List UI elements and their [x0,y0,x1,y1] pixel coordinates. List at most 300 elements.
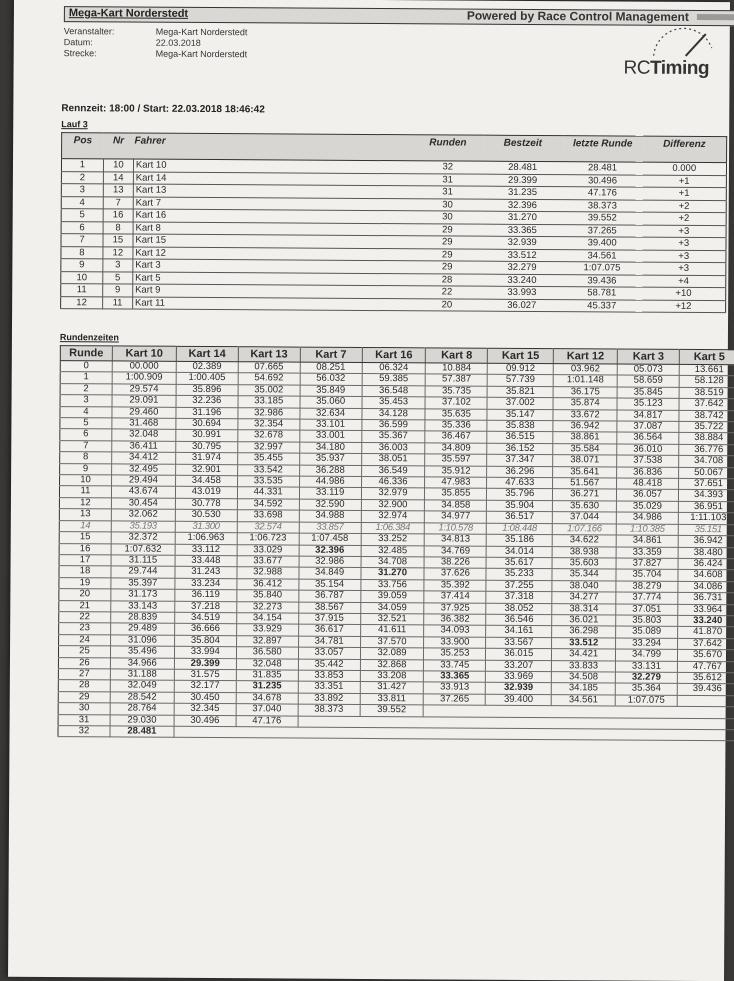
lap-time-cell: 33.448 [175,555,237,567]
lap-time-cell: 32.354 [238,419,300,431]
lap-time-cell: 31.468 [112,418,176,430]
lap-time-cell: 35.704 [616,569,678,581]
results-cell: Kart 9 [133,284,412,298]
lap-time-cell: 02.389 [176,361,238,373]
results-cell: Kart 15 [133,234,412,248]
lap-time-cell: 36.119 [175,589,237,601]
lap-time-cell: 28.839 [111,612,175,624]
lap-time-cell: 38.314 [552,603,616,615]
lap-time-cell: 29.494 [111,475,175,487]
lap-time-cell: 35.392 [424,580,486,592]
lap-time-cell [485,728,551,740]
lap-number-cell: 17 [59,555,111,567]
results-cell: 32 [413,161,483,174]
lap-number-cell: 2 [60,383,112,395]
lap-time-cell: 07.665 [238,362,300,374]
results-col-header: Fahrer [133,133,413,161]
lap-time-cell: 36.412 [237,578,299,590]
lap-time-cell: 31.270 [361,568,425,580]
lap-time-cell: 36.515 [487,432,553,444]
lap-number-cell: 22 [59,612,111,624]
lap-time-cell: 34.849 [299,567,361,579]
lap-time-cell: 30.496 [174,715,236,727]
lap-time-cell: 32.048 [112,429,176,441]
lap-time-cell: 59.385 [362,374,426,386]
lap-time-cell: 32.979 [361,488,425,500]
lap-number-cell: 10 [60,475,112,487]
lap-number-cell: 28 [58,680,110,692]
lap-number-cell: 21 [59,600,111,612]
results-cell: +3 [642,250,726,263]
lap-time-cell: 50.067 [679,467,734,479]
lap-time-cell: 32.986 [299,556,361,568]
lap-time-cell: 31.427 [360,682,424,694]
lap-time-cell: 36.298 [552,626,616,638]
results-cell: 8 [61,246,103,259]
lap-time-cell: 35.722 [679,421,734,433]
results-cell: 29.399 [483,174,563,187]
lap-time-cell: 1:06.963 [175,532,237,544]
lap-time-cell: 35.397 [111,578,175,590]
lap-time-cell: 31.196 [176,407,238,419]
lap-time-cell: 32.868 [360,659,424,671]
lap-time-cell: 32.897 [236,635,298,647]
results-cell: 5 [61,209,103,222]
lap-time-cell: 34.781 [298,636,360,648]
lap-time-cell: 35.838 [487,420,553,432]
lap-time-cell: 38.051 [361,454,425,466]
lap-time-cell: 35.796 [487,489,553,501]
lap-time-cell [360,727,424,739]
lap-time-cell: 33.512 [552,637,616,649]
results-cell: 29 [412,236,482,249]
lap-time-cell: 37.414 [424,591,486,603]
lap-time-cell: 08.251 [300,362,362,374]
lap-time-cell: 32.986 [238,407,300,419]
lap-time-cell: 36.271 [553,489,617,501]
lap-time-cell: 54.692 [238,373,300,385]
lap-time-cell: 35.147 [487,409,553,421]
lap-time-cell: 34.799 [616,649,678,661]
lap-time-cell: 47.633 [487,477,553,489]
lap-time-cell: 32.273 [236,601,298,613]
lap-time-cell: 34.154 [236,613,298,625]
lap-time-cell: 36.731 [678,593,734,605]
results-cell: Kart 8 [133,222,412,236]
gauge-icon [624,26,724,61]
lap-time-cell: 34.986 [616,512,678,524]
lap-time-cell: 34.622 [552,535,616,547]
lap-time-cell: 33.929 [236,624,298,636]
lap-time-cell: 34.977 [425,511,487,523]
lap-time-cell: 36.296 [487,466,553,478]
lap-time-cell: 34.508 [552,672,616,684]
lap-col-header: Kart 10 [112,346,176,361]
lap-time-cell: 1:01.148 [553,375,617,387]
lap-time-cell: 33.964 [678,604,734,616]
lap-time-cell: 35.584 [553,443,617,455]
lap-time-cell [236,727,298,739]
results-cell: 47.176 [562,187,642,200]
lap-time-cell: 28.764 [110,703,174,715]
lap-time-cell: 36.003 [361,442,425,454]
lap-time-cell: 34.708 [679,456,734,468]
results-cell: Kart 12 [133,247,412,261]
lap-time-cell: 33.208 [360,670,424,682]
results-cell: Kart 7 [133,197,412,211]
lap-time-cell: 38.373 [298,704,360,716]
lap-time-cell: 39.552 [360,705,424,717]
lap-time-cell: 36.288 [299,465,361,477]
results-cell: 0.000 [642,162,726,175]
lap-number-cell: 18 [59,566,111,578]
lap-time-cell: 33.351 [298,681,360,693]
lap-col-header: Kart 5 [679,349,734,364]
lap-number-cell: 14 [59,520,111,532]
results-cell: +1 [642,187,726,200]
lap-time-cell: 35.904 [487,500,553,512]
meta-value-organizer: Mega-Kart Norderstedt [155,26,248,38]
lap-time-cell: 47.983 [425,477,487,489]
lap-time-cell: 1:00.909 [112,372,176,384]
lap-time-cell: 33.234 [175,578,237,590]
lap-time-cell: 51.567 [553,478,617,490]
lap-number-cell: 5 [60,418,112,430]
lap-time-cell [615,706,677,718]
results-cell: 31 [413,173,483,186]
lap-time-cell: 00.000 [112,361,176,373]
lap-time-cell: 33.698 [237,510,299,522]
lap-time-cell: 33.969 [486,671,552,683]
lap-time-cell: 36.015 [486,648,552,660]
results-cell: 5 [103,271,133,284]
lap-number-cell: 4 [60,406,112,418]
lap-time-cell: 1:07.075 [615,695,677,707]
results-col-header: Bestzeit [483,135,563,161]
lap-time-cell: 34.988 [299,510,361,522]
lap-time-cell: 33.143 [111,600,175,612]
lap-time-cell: 44.986 [299,476,361,488]
lap-time-cell: 58.128 [679,376,734,388]
lap-time-cell: 32.049 [110,680,174,692]
lap-time-cell: 37.040 [236,704,298,716]
lap-time-cell: 31.115 [111,555,175,567]
lap-time-cell: 29.399 [174,658,236,670]
results-cell: Kart 10 [133,159,412,173]
lap-time-cell: 36.517 [487,511,553,523]
lap-time-cell: 35.233 [486,569,552,581]
results-cell: 45.337 [562,299,642,312]
lap-time-cell: 37.626 [424,568,486,580]
lap-time-cell: 34.412 [112,452,176,464]
lap-time-cell [485,705,551,717]
lap-time-cell: 29.489 [111,623,175,635]
lap-time-cell: 29.030 [110,715,174,727]
lap-number-cell: 26 [58,657,110,669]
lap-time-cell: 33.101 [300,419,362,431]
lap-time-cell: 35.123 [617,398,679,410]
lap-time-cell: 33.131 [615,661,677,673]
lap-time-cell: 32.900 [361,499,425,511]
lap-time-cell: 32.495 [112,464,176,476]
results-cell: 3 [103,259,133,272]
lap-time-cell: 39.400 [486,694,552,706]
lap-number-cell: 27 [58,669,110,681]
results-cell: 32.279 [482,261,562,274]
lap-time-cell: 35.617 [486,557,552,569]
lap-time-cell: 31.575 [174,669,236,681]
lap-time-cell: 30.991 [176,430,238,442]
lap-time-cell: 33.994 [174,646,236,658]
lap-time-cell: 47.767 [677,661,734,673]
lap-time-cell: 32.521 [360,613,424,625]
results-cell: 31 [413,186,483,199]
results-cell: 58.781 [562,287,642,300]
lap-time-cell [677,707,734,719]
lap-col-header: Kart 13 [238,347,300,362]
small-print-tag [697,14,734,20]
event-meta [64,26,248,60]
lap-number-cell: 31 [58,714,110,726]
results-cell: 32.396 [482,199,562,212]
lap-time-cell: 34.128 [361,408,425,420]
lap-time-cell: 30.450 [174,692,236,704]
lap-time-cell: 31.300 [175,521,237,533]
meta-label-date: Datum: [63,37,93,48]
lap-time-cell: 32.678 [238,430,300,442]
lap-time-cell: 35.336 [425,420,487,432]
results-cell: +3 [642,262,726,275]
lap-time-cell: 36.546 [486,614,552,626]
lap-time-cell: 39.436 [677,684,734,696]
lap-time-cell: 35.154 [299,579,361,591]
lap-time-cell: 38.052 [486,603,552,615]
lap-time-cell: 35.186 [486,534,552,546]
lap-time-cell: 34.561 [551,694,615,706]
results-cell: +2 [642,212,726,225]
lap-time-cell: 36.021 [552,615,616,627]
lap-time-cell: 1:10.578 [425,523,487,535]
lap-time-cell: 35.597 [425,454,487,466]
lap-time-cell: 32.062 [111,509,175,521]
header-bar [64,6,734,26]
lap-time-cell: 06.324 [362,362,426,374]
lap-time-cell: 29.460 [112,407,176,419]
lap-time-cell: 35.089 [616,626,678,638]
results-cell: 28.481 [483,161,563,174]
lap-col-header: Kart 8 [426,348,488,363]
lap-time-cell: 56.032 [300,373,362,385]
lap-time-cell: 36.057 [617,489,679,501]
lap-number-cell: 8 [60,452,112,464]
lap-time-cell: 34.421 [552,649,616,661]
lap-time-cell: 37.002 [487,397,553,409]
lap-time-cell: 34.678 [236,692,298,704]
lap-time-cell: 44.331 [237,487,299,499]
lap-time-cell: 35.002 [238,385,300,397]
lap-time-cell: 33.677 [237,556,299,568]
results-cell: 3 [61,184,103,197]
lap-time-cell: 03.962 [553,364,617,376]
lap-time-cell: 33.001 [299,431,361,443]
results-cell: 34.561 [562,249,642,262]
lap-time-cell: 1:06.384 [361,522,425,534]
lap-time-cell: 34.809 [425,443,487,455]
lap-time-cell: 35.630 [553,500,617,512]
lap-time-cell: 36.564 [617,432,679,444]
results-col-header: Pos [62,133,104,159]
results-cell: 9 [103,284,133,297]
lap-number-cell: 7 [60,440,112,452]
results-cell: 32.939 [482,236,562,249]
lap-time-cell: 34.014 [486,546,552,558]
lap-time-cell: 32.345 [174,703,236,715]
lap-time-cell: 32.177 [174,681,236,693]
results-cell: 28.481 [563,162,643,175]
lap-time-cell: 43.019 [175,487,237,499]
lap-time-cell: 09.912 [488,363,554,375]
results-cell: +3 [642,237,726,250]
lap-time-cell: 36.942 [678,535,734,547]
results-cell: Kart 14 [133,172,412,186]
lap-time-cell: 35.253 [424,648,486,660]
results-cell: 33.512 [482,249,562,262]
lap-time-cell [360,716,424,728]
rctiming-logo [623,26,723,87]
lap-time-cell: 34.813 [425,534,487,546]
lap-time-cell: 38.861 [553,432,617,444]
lap-time-cell: 35.455 [237,453,299,465]
lap-time-cell: 33.811 [360,693,424,705]
lap-time-cell: 13.661 [679,364,734,376]
results-cell: 10 [61,271,103,284]
lap-time-cell: 35.364 [615,683,677,695]
results-cell: 11 [61,284,103,297]
lap-time-cell [424,705,486,717]
lap-time-cell: 32.279 [615,672,677,684]
lap-number-cell: 25 [58,646,110,658]
results-cell: 28 [412,273,482,286]
results-cell: 8 [103,221,133,234]
lap-number-cell: 23 [59,623,111,635]
lap-number-cell: 29 [58,691,110,703]
lap-time-cell [551,729,615,741]
lap-time-cell: 31.235 [236,681,298,693]
lap-time-cell: 34.858 [425,500,487,512]
lap-time-cell: 35.151 [678,524,734,536]
lap-col-header: Kart 7 [300,347,362,362]
lap-time-cell: 35.845 [617,387,679,399]
lap-time-cell: 31.835 [236,670,298,682]
lap-time-cell: 33.913 [424,682,486,694]
lap-time-cell [677,718,734,730]
lap-time-cell: 29.744 [111,566,175,578]
lap-time-cell: 34.059 [360,602,424,614]
lap-time-cell: 33.833 [552,660,616,672]
lap-time-cell: 33.057 [298,647,360,659]
lap-time-cell: 36.548 [362,385,426,397]
lap-time-cell: 37.642 [679,399,734,411]
lap-time-cell: 33.853 [298,670,360,682]
lap-time-cell: 33.207 [486,660,552,672]
lap-time-cell: 37.651 [679,478,734,490]
lap-time-cell: 1:00.405 [176,373,238,385]
lap-time-cell: 37.087 [617,421,679,433]
lap-time-cell: 31.173 [111,589,175,601]
lap-number-cell: 0 [60,361,112,373]
results-cell: 36.027 [482,299,562,312]
lap-time-cell: 38.040 [552,580,616,592]
lap-time-cell: 28.481 [110,726,174,738]
lap-time-cell: 1:10.385 [616,524,678,536]
lap-time-cell: 33.535 [237,476,299,488]
lap-time-cell: 31.096 [110,635,174,647]
lap-time-cell: 36.424 [678,558,734,570]
lap-time-cell: 57.739 [487,375,553,387]
lap-time-cell: 30.778 [175,498,237,510]
lap-time-cell: 33.119 [299,488,361,500]
lap-col-header: Runde [60,346,112,361]
lap-time-cell: 32.997 [237,442,299,454]
results-cell: 38.373 [562,199,642,212]
results-cell: 30 [412,211,482,224]
lap-time-cell: 33.900 [424,637,486,649]
results-cell: 12 [61,296,103,309]
lap-time-cell: 33.185 [238,396,300,408]
meta-label-track: Strecke: [63,48,97,59]
lap-number-cell: 11 [59,486,111,498]
lap-time-cell: 48.418 [617,478,679,490]
lap-time-cell: 32.396 [299,545,361,557]
lap-time-cell: 35.641 [553,466,617,478]
lap-time-cell: 34.185 [551,683,615,695]
lap-time-cell: 37.642 [678,638,734,650]
lap-time-cell: 36.152 [487,443,553,455]
results-cell: +1 [642,175,726,188]
lap-time-cell: 36.411 [112,441,176,453]
results-col-header: Nr [103,133,133,159]
results-cell: 31.235 [483,186,563,199]
results-cell: 13 [103,184,133,197]
lap-time-cell: 38.884 [679,433,734,445]
lap-time-cell: 38.071 [553,455,617,467]
lap-time-cell: 43.674 [111,486,175,498]
results-cell: 33.365 [482,224,562,237]
lap-time-cell: 47.176 [236,715,298,727]
lap-number-cell: 6 [60,429,112,441]
lap-time-cell [615,718,677,730]
lap-time-cell: 1:06.723 [237,533,299,545]
lap-time-cell: 36.549 [361,465,425,477]
lap-time-cell: 33.359 [616,547,678,559]
lap-time-cell: 37.915 [298,613,360,625]
lap-time-cell: 33.892 [298,693,360,705]
lap-time-cell: 30.795 [176,441,238,453]
lap-time-cell: 34.393 [678,490,734,502]
lap-time-cell: 32.901 [175,464,237,476]
lap-time-cell: 30.694 [176,418,238,430]
lap-time-cell: 36.467 [425,431,487,443]
heat-title: Lauf 3 [61,119,88,130]
lap-time-cell: 41.611 [360,625,424,637]
results-cell: 39.552 [562,212,642,225]
lap-time-cell: 37.774 [616,592,678,604]
logo-text: RCTiming [623,57,710,80]
lap-time-cell: 32.634 [300,408,362,420]
lap-times-table [57,345,734,742]
lap-time-cell: 32.485 [361,545,425,557]
lap-time-cell: 35.453 [362,397,426,409]
